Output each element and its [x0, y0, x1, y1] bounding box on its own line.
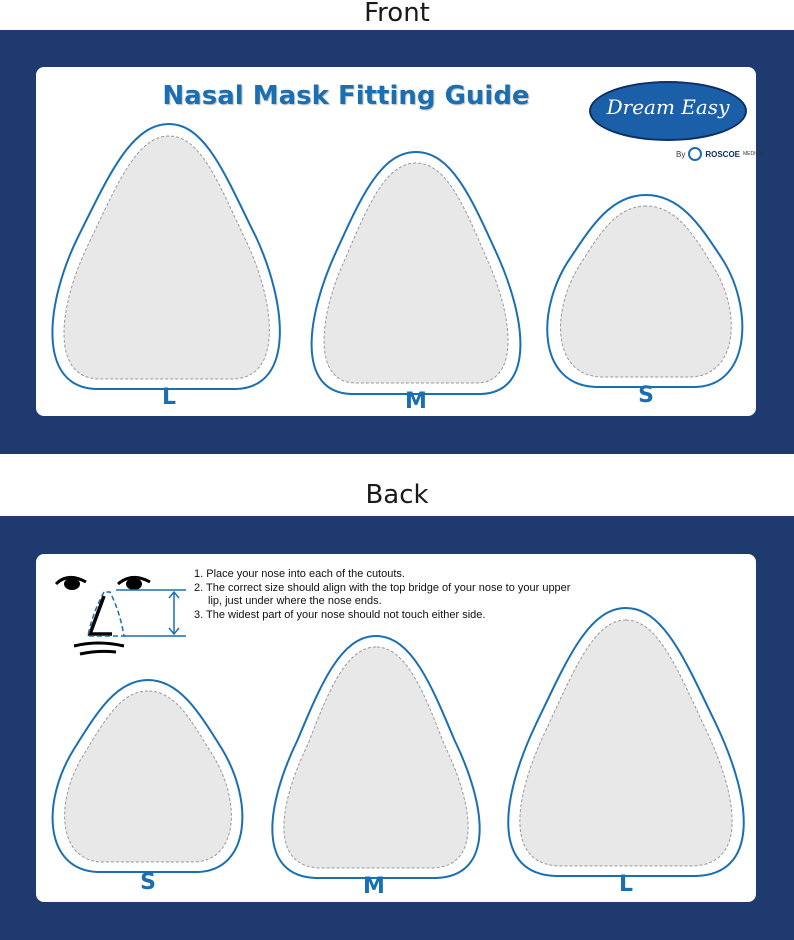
- size-label-s: S: [638, 383, 654, 408]
- by-text: By: [676, 149, 686, 159]
- back-size-label-m: M: [363, 874, 385, 899]
- size-label-l: L: [161, 385, 177, 410]
- back-card: [36, 554, 756, 902]
- front-cutouts: [36, 67, 756, 416]
- back-heading: Back: [365, 480, 429, 510]
- back-size-label-s: S: [140, 870, 156, 895]
- cutout-medium-back: [272, 636, 479, 878]
- cutout-small-back: [53, 680, 243, 872]
- back-cutouts: [36, 554, 756, 902]
- maker-suffix: MEDICAL: [743, 151, 766, 157]
- instruction-2: 2. The correct size should align with the top bridge of your nose to your upper lip, just under where the nose ends.: [194, 581, 571, 607]
- size-label-m: M: [405, 389, 427, 414]
- front-heading: Front: [364, 0, 430, 28]
- instruction-1: 1. Place your nose into each of the cutouts.: [194, 568, 405, 580]
- maker-name: ROSCOE: [705, 149, 741, 159]
- brand-name: Dream Easy: [606, 95, 730, 119]
- cutout-large-back: [508, 608, 743, 876]
- front-card: [36, 67, 766, 416]
- guide-title: Nasal Mask Fitting Guide: [162, 81, 530, 111]
- cutout-small: [547, 195, 742, 387]
- cutout-large: [52, 124, 279, 389]
- back-size-label-l: L: [618, 872, 634, 897]
- cutout-medium: [312, 152, 521, 394]
- instruction-3: 3. The widest part of your nose should not touch either side.: [194, 608, 486, 621]
